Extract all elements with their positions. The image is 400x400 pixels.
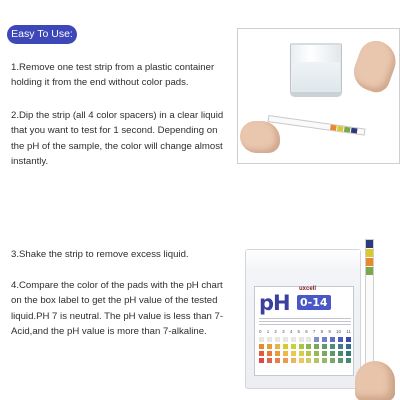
chart-color-swatch (314, 344, 319, 349)
chart-scale-number: 6 (305, 329, 308, 334)
chart-color-swatch (299, 358, 304, 363)
brand-label: uxcell (299, 286, 317, 292)
hand-image (355, 361, 395, 400)
chart-color-swatch (267, 351, 272, 356)
chart-scale-number: 5 (297, 329, 301, 334)
chart-color-swatch (275, 351, 280, 356)
chart-scale-number: 9 (328, 329, 331, 334)
chart-color-swatch (291, 351, 296, 356)
chart-color-swatch (306, 344, 311, 349)
ph-range: 0-14 (297, 295, 331, 310)
ph-color-chart (259, 329, 351, 363)
chart-color-swatch (283, 344, 288, 349)
vertical-test-strip-image (365, 239, 374, 367)
chart-color-swatch (291, 358, 296, 363)
chart-color-swatch (299, 351, 304, 356)
step-4-text: 4.Compare the color of the pads with the pH chart on the box label to get the pH value of the tested liquid.PH 7 is neutral. The pH value is less than 7-Acid,and the pH value is more than 7-alkaline. (11, 280, 224, 337)
chart-color-swatch (314, 351, 319, 356)
chart-color-swatch (267, 344, 272, 349)
hand-image (349, 36, 400, 96)
chart-color-swatch (346, 351, 351, 356)
chart-scale-number: 1 (266, 329, 270, 334)
chart-color-swatch (267, 358, 272, 363)
dipping-photo (237, 28, 400, 164)
chart-color-swatch (259, 337, 264, 342)
chart-color-swatch (259, 344, 264, 349)
hand-image (240, 121, 280, 153)
chart-color-swatch (322, 337, 327, 342)
ph-title: pH (259, 291, 290, 315)
chart-color-swatch (259, 351, 264, 356)
chart-color-swatch (275, 358, 280, 363)
chart-color-swatch (306, 337, 311, 342)
step-1-text: 1.Remove one test strip from a plastic container holding it from the end without color pads. (11, 62, 215, 89)
chart-scale-number: 10 (336, 329, 342, 334)
instruction-fine-print (259, 318, 351, 326)
ph-box-photo (237, 237, 400, 400)
chart-color-swatch (346, 337, 351, 342)
chart-scale-number: 2 (274, 329, 277, 334)
chart-color-swatch (330, 358, 335, 363)
step-3-text: 3.Shake the strip to remove excess liquid. (11, 249, 189, 260)
chart-color-swatch (306, 351, 311, 356)
test-strip-image (268, 115, 366, 136)
ph-box-label (254, 286, 354, 376)
water-glass-image (290, 43, 342, 97)
chart-color-swatch (267, 337, 272, 342)
chart-color-swatch (330, 351, 335, 356)
chart-color-swatch (259, 358, 264, 363)
chart-scale-number: 4 (289, 329, 293, 334)
chart-scale-number: 0 (259, 329, 262, 334)
chart-color-swatch (338, 358, 343, 363)
chart-color-swatch (299, 337, 304, 342)
chart-color-swatch (338, 337, 343, 342)
chart-color-swatch (283, 358, 288, 363)
chart-color-swatch (306, 358, 311, 363)
chart-color-swatch (291, 344, 296, 349)
chart-color-swatch (322, 351, 327, 356)
chart-scale-number: 8 (320, 329, 324, 334)
chart-color-swatch (346, 358, 351, 363)
chart-color-swatch (283, 351, 288, 356)
step-2-text: 2.Dip the strip (all 4 color spacers) in a clear liquid that you want to test for 1 second. Depending on the pH of the sample, the color will change almost instantly. (11, 110, 224, 167)
chart-color-swatch (314, 358, 319, 363)
chart-color-swatch (283, 337, 288, 342)
chart-color-swatch (314, 337, 319, 342)
chart-color-swatch (275, 337, 280, 342)
chart-color-swatch (338, 344, 343, 349)
chart-color-swatch (330, 337, 335, 342)
chart-scale-number: 11 (346, 329, 351, 334)
chart-color-swatch (322, 358, 327, 363)
easy-to-use-badge: Easy To Use: (7, 25, 77, 44)
chart-color-swatch (275, 344, 280, 349)
chart-color-swatch (291, 337, 296, 342)
chart-color-swatch (299, 344, 304, 349)
ph-test-box-image (245, 249, 361, 389)
chart-scale-number: 7 (312, 329, 316, 334)
chart-color-swatch (346, 344, 351, 349)
chart-color-swatch (338, 351, 343, 356)
chart-color-swatch (322, 344, 327, 349)
chart-scale-number: 3 (282, 329, 285, 334)
chart-color-swatch (330, 344, 335, 349)
